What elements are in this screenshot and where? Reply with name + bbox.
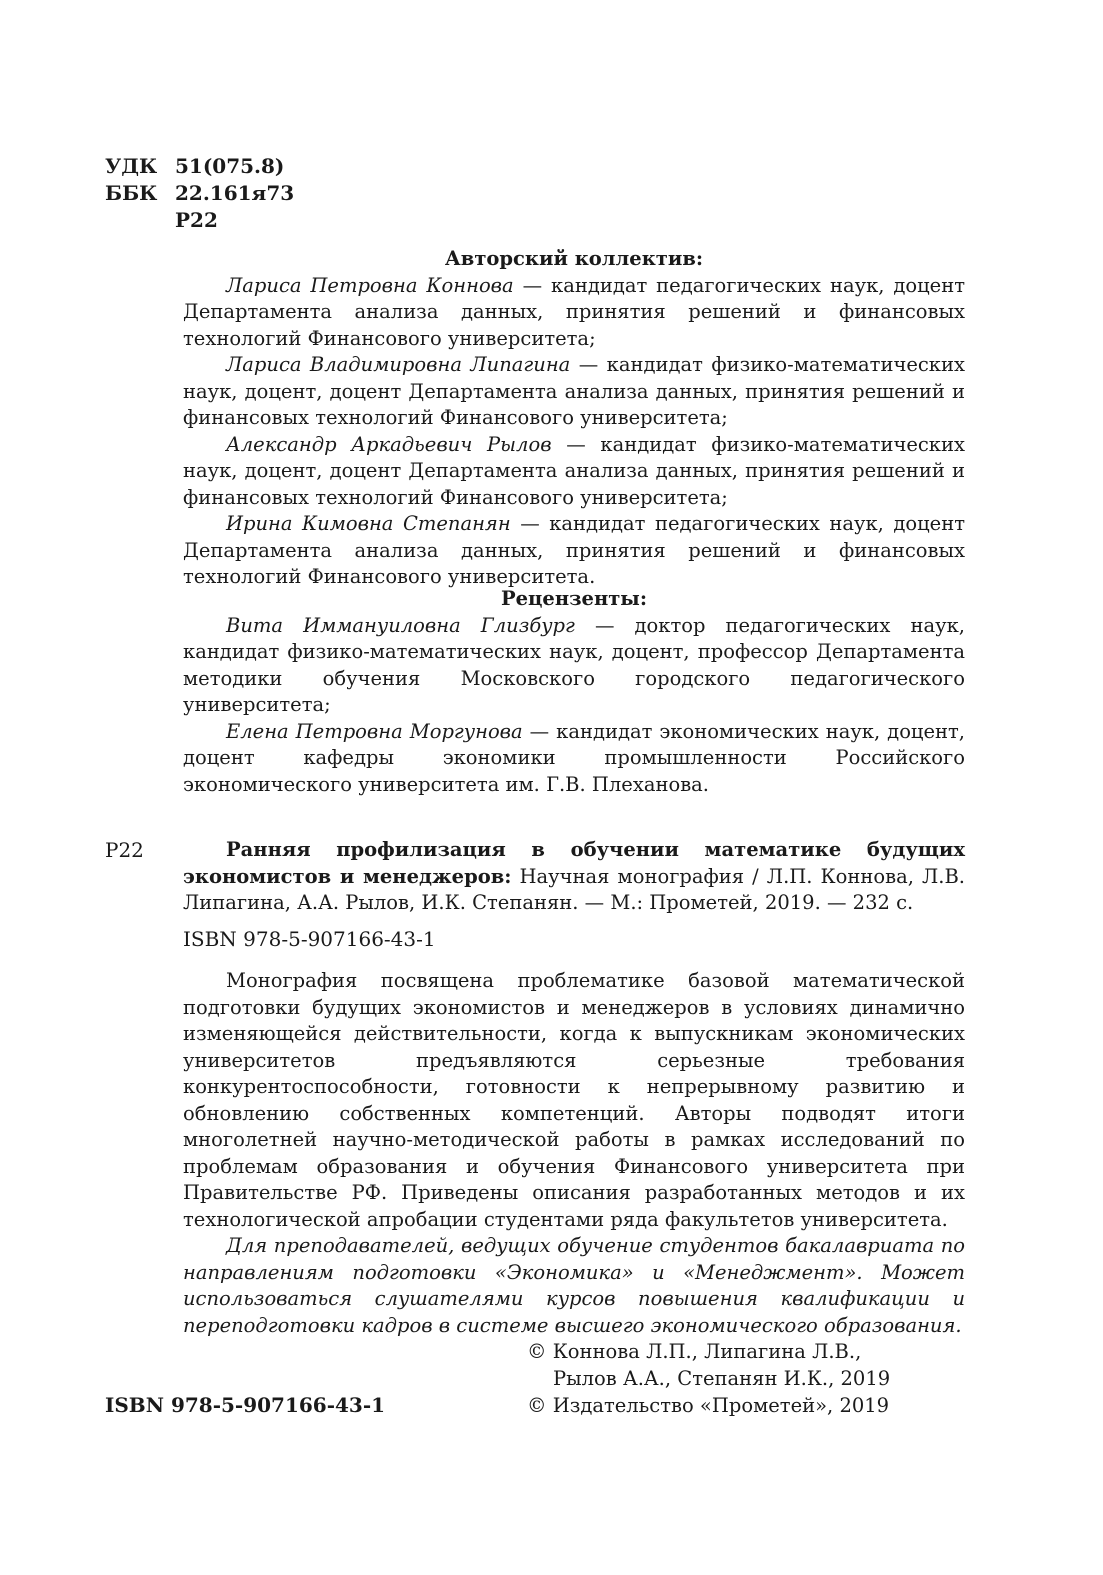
classification-codes	[105, 153, 294, 234]
copyright-block	[527, 1338, 890, 1419]
reviewer-name: Елена Петровна Моргунова	[226, 719, 523, 743]
author-entry	[183, 511, 965, 591]
annotation	[183, 968, 965, 1339]
reviewer-description: — кандидат экономических наук, доцент, доцент кафедры экономики промышленности Российского экономического университета им. Г.В. Плеханова.	[183, 719, 965, 796]
reviewer-description: — доктор педагогических наук, кандидат физико-математических наук, доцент, профессор Департамента методики обучения Московского городского педагогического университета;	[183, 613, 965, 716]
author-name: Лариса Владимировна Липагина	[226, 353, 571, 376]
reviewer-entry	[183, 719, 965, 799]
annotation-text: Монография посвящена проблематике базовой математической подготовки будущих экономистов и менеджеров в условиях динамично изменяющейся действительности, когда к выпускникам экономических университетов предъявляются серьезные требования конкурентоспособности, готовности к непрерывному развитию и обновлению собственных компетенций. Авторы подводят итоги многолетней научно-методической работы в рамках исследований по проблемам образования и обучения Финансового университета при Правительстве РФ. Приведены описания разработанных методов и их технологической апробации студентами ряда факультетов университета.	[183, 969, 965, 1231]
catalog-record	[183, 837, 965, 917]
reviewers-section	[183, 586, 965, 798]
udk-label: УДК	[105, 154, 158, 178]
bbk-value: 22.161я73	[175, 181, 295, 205]
copyright-line: © Издательство «Прометей», 2019	[527, 1394, 890, 1417]
author-description: — кандидат педагогических наук, доцент Департамента анализа данных, принятия решений и финансовых технологий Финансового университета;	[183, 273, 965, 350]
annotation-audience: Для преподавателей, ведущих обучение студентов бакалавриата по направлениям подготовки «Экономика» и «Менеджмент». Может использоваться слушателями курсов повышения квалификации и переподготовки кадров в системе высшего экономического образования.	[183, 1234, 965, 1337]
authors-section	[183, 246, 965, 591]
udk-value: 51(075.8)	[175, 154, 285, 178]
author-description: — кандидат педагогических наук, доцент Департамента анализа данных, принятия решений и финансовых технологий Финансового университета.	[183, 512, 965, 588]
bibliographic-info: Научная монография / Л.П. Коннова, Л.В. Липагина, А.А. Рылов, И.К. Степанян. — М.: Прометей, 2019. — 232 с.	[183, 864, 965, 914]
author-name: Лариса Петровна Коннова	[226, 273, 514, 297]
copyright-line: Рылов А.А., Степанян И.К., 2019	[553, 1367, 891, 1390]
reviewers-heading: Рецензенты:	[500, 587, 648, 610]
author-description: — кандидат физико-математических наук, доцент, доцент Департамента анализа данных, принятия решений и финансовых технологий Финансового университета;	[183, 432, 965, 509]
isbn-bottom: ISBN 978-5-907166-43-1	[105, 1393, 386, 1417]
catalog-isbn: ISBN 978-5-907166-43-1	[183, 927, 436, 951]
copyright-line: © Коннова Л.П., Липагина Л.В.,	[527, 1340, 862, 1363]
author-entry	[183, 432, 965, 512]
author-name: Ирина Кимовна Степанян	[226, 512, 511, 535]
catalog-code: Р22	[105, 838, 144, 862]
reviewer-entry	[183, 613, 965, 719]
book-title: Ранняя профилизация в обучении математике будущих экономистов и менеджеров:	[183, 838, 965, 888]
author-description: — кандидат физико-математических наук, доцент, доцент Департамента анализа данных, принятия решений и финансовых технологий Финансового университета;	[183, 353, 965, 429]
authors-heading: Авторский коллектив:	[444, 247, 704, 270]
author-sign: Р22	[175, 208, 218, 232]
author-entry	[183, 352, 965, 432]
author-name: Александр Аркадьевич Рылов	[226, 432, 552, 456]
bbk-label: ББК	[105, 181, 158, 205]
author-entry	[183, 273, 965, 353]
reviewer-name: Вита Иммануиловна Глизбург	[226, 613, 575, 637]
